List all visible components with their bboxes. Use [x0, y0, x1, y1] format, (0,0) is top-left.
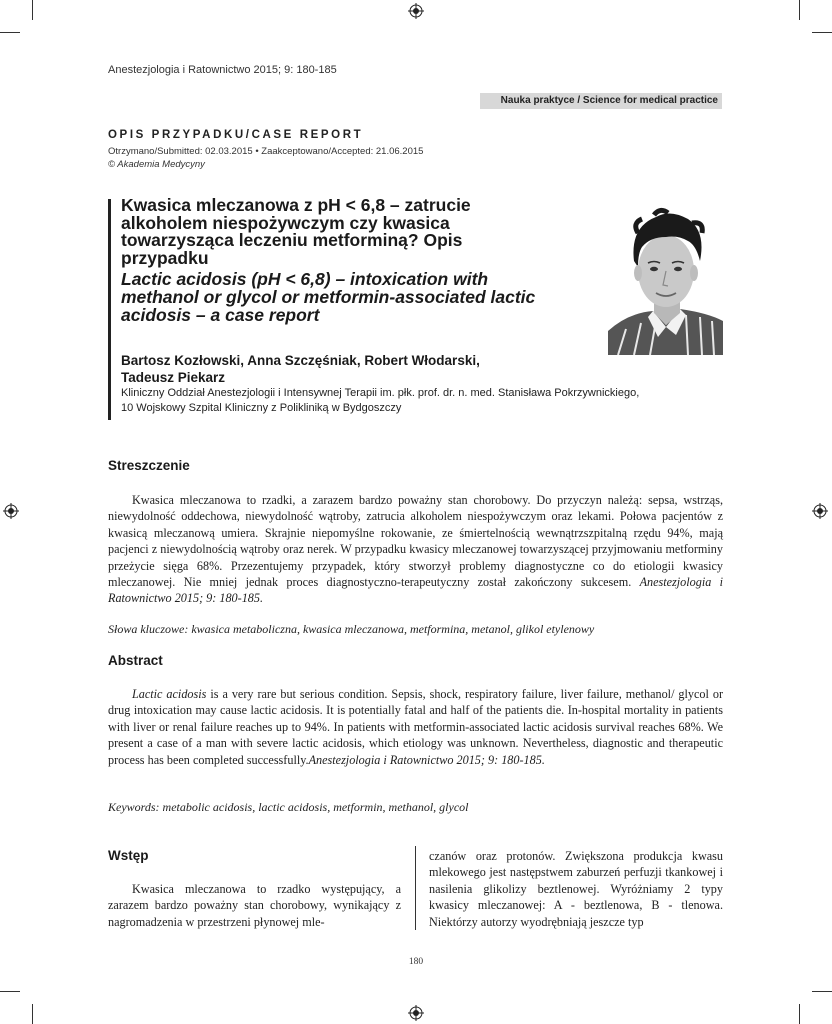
intro-left-text: Kwasica mleczanowa to rzadko występujący, a zarazem bardzo poważny stan chorobowy, wynikający z nagromadzenia w przestrzeni płynowej mle-: [108, 882, 401, 929]
title-en-line: acidosis – a case report: [121, 305, 320, 325]
title-en-line: Lactic acidosis (pH < 6,8) – intoxication with: [121, 269, 489, 289]
registration-mark-icon: [408, 3, 424, 19]
intro-left-column: [108, 881, 401, 930]
authors: [121, 352, 561, 386]
intro-heading: Wstęp: [108, 848, 149, 863]
affiliation: [121, 386, 721, 416]
submission-dates: Otrzymano/Submitted: 02.03.2015 • Zaakceptowano/Accepted: 21.06.2015: [108, 146, 424, 157]
authors-line: Tadeusz Piekarz: [121, 370, 226, 385]
title-english: [121, 270, 611, 324]
abstract-keywords: Keywords: metabolic acidosis, lactic acidosis, metformin, methanol, glycol: [108, 800, 469, 814]
abstract-body: [108, 686, 723, 768]
author-photo: [608, 203, 723, 355]
column-divider: [415, 846, 416, 930]
registration-mark-icon: [812, 503, 828, 519]
abstract-lead: Lactic acidosis: [132, 687, 207, 701]
title-en-line: methanol or glycol or metformin-associated lactic: [121, 287, 536, 307]
streszczenie-text: Kwasica mleczanowa to rzadki, a zarazem bardzo poważny stan chorobowy. Do przyczyn należą: sepsa, wstrząs, niewydolność oddechowa, niewydolność wątroby, zatrucia alkoholem niespożywczym oraz lekami. Połowa pacjentów z kwasicą mleczanową umiera. Skrajnie niepomyślne rokowanie, ze śmiertelnością wewnątrzszpitalną rzędu 94%, mają pacjenci z niewydolnością wątroby oraz nerek. W przypadku kwasicy mleczanowej towarzyszącej przyjmowaniu metforminy przeżycie sięga 68%. Przezentujemy przypadek, który stworzył problemy diagnostyczne co do etiologii kwasicy mleczanowej. Nie mniej jednak proces diagnostyczno-terapeutyczny został zakończony sukcesem.: [108, 493, 723, 590]
affiliation-line: Kliniczny Oddział Anestezjologii i Intensywnej Terapii im. płk. prof. dr. n. med. Stanisława Pokrzywnickiego,: [121, 387, 640, 399]
crop-mark: [799, 1004, 800, 1024]
streszczenie-citation: Anestezjologia i Ratownictwo 2015; 9: 180-185.: [108, 575, 724, 606]
page-number: 180: [408, 957, 424, 967]
title-rule: [108, 199, 111, 420]
crop-mark: [0, 32, 20, 33]
crop-mark: [32, 0, 33, 20]
title-pl-line: towarzysząca leczeniu metforminą? Opis: [121, 230, 463, 250]
abstract-citation: Anestezjologia i Ratownictwo 2015; 9: 180-185.: [308, 752, 545, 767]
authors-line: Bartosz Kozłowski, Anna Szczęśniak, Robert Włodarski,: [121, 353, 480, 368]
streszczenie-keywords: Słowa kluczowe: kwasica metaboliczna, kwasica mleczanowa, metformina, metanol, glikol etylenowy: [108, 622, 595, 636]
streszczenie-body: [108, 492, 723, 607]
article-type: OPIS PRZYPADKU/CASE REPORT: [108, 129, 364, 141]
section-label: Nauka praktyce / Science for medical practice: [480, 93, 722, 109]
registration-mark-icon: [3, 503, 19, 519]
title-pl-line: Kwasica mleczanowa z pH < 6,8 – zatrucie: [121, 195, 471, 215]
intro-right-text: czanów oraz protonów. Zwiększona produkcja kwasu mlekowego jest następstwem zaburzeń perfuzji tkankowej i nasilenia glikolizy beztlenowej. Wyróżniamy 2 typy kwasicy mleczanowej: A - beztlenowa, B - tlenowa. Niektórzy autorzy wyodrębniają jeszcze typ: [429, 849, 723, 929]
title-pl-line: alkoholem niespożywczym czy kwasica: [121, 212, 450, 233]
crop-mark: [812, 32, 832, 33]
registration-mark-icon: [408, 1005, 424, 1021]
crop-mark: [0, 991, 20, 992]
copyright: © Akademia Medycyny: [108, 159, 205, 170]
abstract-heading: Abstract: [108, 653, 163, 668]
streszczenie-heading: Streszczenie: [108, 458, 190, 473]
intro-right-column: [429, 848, 723, 930]
journal-header: Anestezjologia i Ratownictwo 2015; 9: 180-185: [108, 64, 337, 76]
crop-mark: [812, 991, 832, 992]
crop-mark: [799, 0, 800, 20]
crop-mark: [32, 1004, 33, 1024]
article-dates: [108, 145, 423, 171]
abstract-text: is a very rare but serious condition. Sepsis, shock, respiratory failure, liver failure, methanol/ glycol or drug intoxication may cause lactic acidosis. It is potentially fatal and half of the patients die. In-hospital mortality in patients with liver or renal failure reaches up to 94%. In patients with metformin-associated lactic acidosis survival reaches 68%. We present a case of a man with severe lactic acidosis, which etiology was unknown. Nevertheless, diagnostic and therapeutic process has been completed successfully.: [108, 687, 724, 767]
title-polish: [121, 197, 551, 267]
title-pl-line: przypadku: [121, 247, 209, 268]
affiliation-line: 10 Wojskowy Szpital Kliniczny z Polikliniką w Bydgoszczy: [121, 402, 402, 414]
